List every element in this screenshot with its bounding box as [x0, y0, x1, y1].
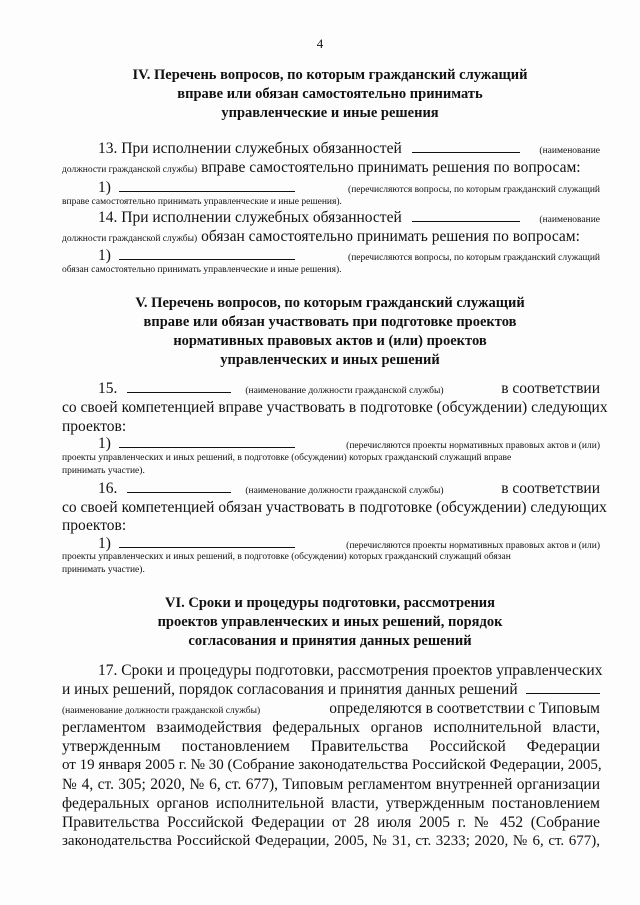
paragraph-17-line: № 4, ст. 305; 2020, № 6, ст. 677), Типовым регламентом внутренней организации: [62, 776, 600, 793]
field-caption: проекты управленческих и иных решений, в подготовке (обсуждении) которых гражданский служащий вправе: [62, 453, 512, 463]
heading-line: IV. Перечень вопросов, по которым гражданский служащий: [132, 67, 528, 83]
paragraph-17-line: федеральных органов исполнительной власти, утвержденным постановлением: [62, 795, 600, 812]
section-6-heading: [60, 594, 600, 651]
paragraph-text: и иных решений, порядок согласования и принятия данных решений: [62, 681, 518, 698]
blank-field: [119, 246, 295, 260]
paragraph-text: в соответствии: [501, 480, 600, 497]
heading-line: согласования и принятия данных решений: [188, 633, 472, 649]
paragraph-text: в соответствии: [501, 380, 600, 397]
field-caption: должности гражданской службы): [62, 234, 198, 244]
paragraph-17-line: от 19 января 2005 г. № 30 (Собрание законодательства Российской Федерации, 2005,: [62, 757, 602, 773]
blank-field: [119, 434, 295, 448]
page-number: 4: [316, 36, 324, 51]
blank-field: [127, 379, 231, 393]
paragraph-text: со своей компетенцией обязан участвовать в подготовке (обсуждении) следующих: [62, 499, 607, 516]
section-4-heading: [60, 66, 600, 123]
heading-line: управленческих и иных решений: [220, 352, 440, 368]
heading-line: VI. Сроки и процедуры подготовки, рассмотрения: [164, 595, 496, 611]
item-number: 1): [98, 535, 111, 552]
paragraph-text: 14. При исполнении служебных обязанностей: [98, 209, 402, 226]
field-caption: проекты управленческих и иных решений, в подготовке (обсуждении) которых гражданский служащий обязан: [62, 552, 511, 562]
item-number: 1): [98, 435, 111, 452]
paragraph-17-line: [62, 680, 600, 699]
paragraph-17-line: регламентом взаимодействия федеральных органов исполнительной власти,: [62, 719, 600, 736]
field-caption: (наименование должности гражданской службы): [245, 386, 444, 396]
field-caption: (наименование должности гражданской службы): [62, 706, 261, 716]
paragraph-17-line: утвержденным постановлением Правительства Российской Федерации: [62, 738, 600, 755]
heading-line: вправе или обязан участвовать при подготовке проектов: [143, 314, 517, 330]
field-caption: должности гражданской службы): [62, 165, 198, 175]
blank-field: [412, 208, 520, 222]
paragraph-text: вправе самостоятельно принимать решения по вопросам:: [201, 159, 581, 176]
blank-field: [119, 178, 295, 192]
field-caption: (наименование: [539, 146, 600, 156]
heading-line: нормативных правовых актов и (или) проектов: [173, 333, 487, 349]
paragraph-text: 13. При исполнении служебных обязанностей: [98, 140, 402, 157]
field-caption: (наименование: [539, 215, 600, 225]
section-5-heading: [60, 294, 600, 370]
field-caption: вправе самостоятельно принимать управленческие и иные решения).: [62, 197, 342, 207]
heading-line: управленческие и иные решения: [221, 105, 439, 121]
item-number: 16.: [98, 480, 118, 497]
paragraph-17-line: 17. Сроки и процедуры подготовки, рассмотрения проектов управленческих: [98, 662, 603, 679]
paragraph-17-line: Правительства Российской Федерации от 28 июля 2005 г. № 452 (Собрание: [62, 814, 600, 831]
field-caption: (перечисляются проекты нормативных правовых актов и (или): [346, 441, 600, 451]
field-caption: принимать участие).: [62, 565, 145, 575]
heading-line: проектов управленческих и иных решений, порядок: [157, 614, 503, 630]
field-caption: обязан самостоятельно принимать управленческие и иные решения).: [62, 265, 342, 275]
heading-line: вправе или обязан самостоятельно принимать: [177, 86, 483, 102]
paragraph-text: определяются в соответствии с Типовым: [329, 700, 600, 717]
blank-field: [526, 680, 600, 694]
heading-line: V. Перечень вопросов, по которым гражданский служащий: [135, 295, 525, 311]
field-caption: (перечисляются вопросы, по которым гражданский служащий: [348, 253, 600, 263]
field-caption: (перечисляются вопросы, по которым гражданский служащий: [348, 185, 600, 195]
item-number: 1): [98, 247, 111, 264]
field-caption: (перечисляются проекты нормативных правовых актов и (или): [346, 541, 600, 551]
paragraph-text: со своей компетенцией вправе участвовать в подготовке (обсуждении) следующих: [62, 399, 608, 416]
blank-field: [127, 479, 231, 493]
paragraph-13-line-2: [62, 158, 600, 180]
paragraph-text: обязан самостоятельно принимать решения по вопросам:: [201, 228, 580, 245]
item-number: 1): [98, 179, 111, 196]
paragraph-text: проектов:: [62, 517, 127, 534]
paragraph-text: проектов:: [62, 418, 127, 435]
paragraph-17-line: законодательства Российской Федерации, 2005, № 31, ст. 3233; 2020, № 6, ст. 677),: [62, 833, 600, 849]
field-caption: (наименование должности гражданской службы): [245, 486, 444, 496]
field-caption: принимать участие).: [62, 466, 145, 476]
blank-field: [412, 139, 520, 153]
item-number: 15.: [98, 380, 118, 397]
blank-field: [119, 534, 295, 548]
